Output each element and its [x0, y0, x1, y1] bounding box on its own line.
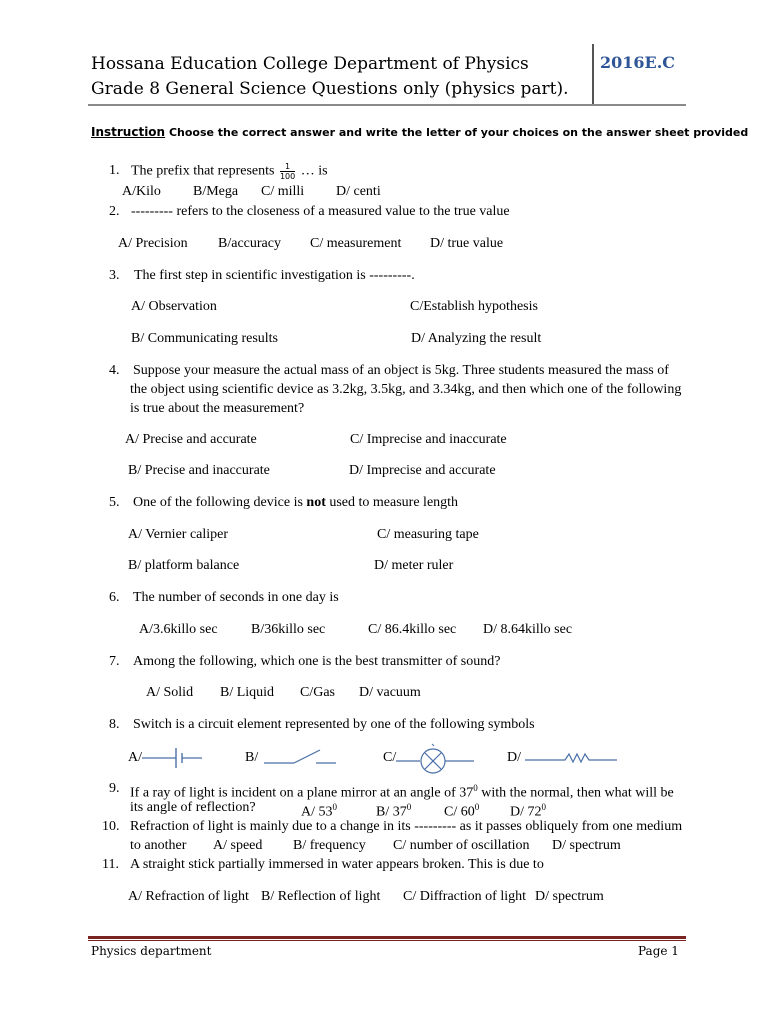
option: B/ platform balance	[128, 558, 240, 573]
instruction-text: Choose the correct answer and write the letter of your choices on the answer sheet provided	[165, 126, 749, 139]
option: A/ Vernier caliper	[128, 527, 229, 542]
question-text-line: to another	[130, 838, 187, 853]
option: A/Kilo	[122, 184, 161, 199]
question-text-line: Suppose your measure the actual mass of an object is 5kg. Three students measured the mass of	[133, 363, 669, 378]
option: D/ centi	[336, 184, 381, 199]
question-number: 4.	[109, 363, 120, 378]
option: D/ spectrum	[552, 838, 621, 853]
option: C/ measuring tape	[377, 527, 479, 542]
footer-divider	[88, 936, 686, 939]
question-number: 10.	[102, 819, 120, 834]
option: A/ Observation	[131, 299, 217, 314]
footer-department: Physics department	[91, 944, 212, 958]
lamp-symbol	[396, 742, 476, 776]
question-text-line: Refraction of light is mainly due to a change in its --------- as it passes obliquely from one medium	[130, 819, 683, 834]
question-text: Among the following, which one is the best transmitter of sound?	[133, 654, 501, 669]
question-text-line: the object using scientific device as 3.2kg, 3.5kg, and 3.34kg, and then which one of the following	[130, 382, 682, 397]
option: B/ frequency	[293, 838, 366, 853]
resistor-symbol	[525, 748, 619, 764]
option: A/3.6killo sec	[139, 622, 218, 637]
footer-page-number: Page 1	[638, 944, 679, 958]
option: D/ spectrum	[535, 889, 604, 904]
option: C/ 86.4killo sec	[368, 622, 457, 637]
option: D/ Imprecise and accurate	[349, 463, 496, 478]
option: A/ Precision	[118, 236, 188, 251]
option: D/ Analyzing the result	[411, 331, 542, 346]
option: B/ Reflection of light	[261, 889, 381, 904]
option: C/ Imprecise and inaccurate	[350, 432, 507, 447]
header-year: 2016E.C	[600, 53, 676, 72]
question-text: --------- refers to the closeness of a measured value to the true value	[131, 204, 510, 219]
question-number: 7.	[109, 654, 120, 669]
question-number: 6.	[109, 590, 120, 605]
question-number: 8.	[109, 717, 120, 732]
header-divider-vertical	[592, 44, 594, 104]
instruction	[91, 125, 748, 139]
question-text: One of the following device is not used to measure length	[133, 495, 459, 510]
option: C/Gas	[300, 685, 335, 700]
question-number: 1.	[109, 163, 120, 178]
question-text: The number of seconds in one day is	[133, 590, 339, 605]
instruction-label: Instruction	[91, 125, 166, 139]
option: A/ Solid	[146, 685, 194, 700]
option: C/ Diffraction of light	[403, 889, 526, 904]
question-number: 5.	[109, 495, 120, 510]
option: B/36killo sec	[251, 622, 326, 637]
footer-divider-thin	[88, 940, 686, 941]
option: C/ measurement	[310, 236, 402, 251]
option: D/ meter ruler	[374, 558, 454, 573]
option: D/	[507, 750, 521, 765]
option: D/ 8.64killo sec	[483, 622, 573, 637]
option: A/ Precise and accurate	[125, 432, 257, 447]
option: A/ speed	[213, 838, 263, 853]
fraction: $\frac{1}{100}$	[279, 162, 296, 181]
question-text: The prefix that represents $\frac{1}{100}$ … is	[131, 162, 328, 181]
question-number: 2.	[109, 204, 120, 219]
option: C/	[383, 750, 397, 765]
option: B/Mega	[193, 184, 239, 199]
question-number: 3.	[109, 268, 120, 283]
option: B/ Liquid	[220, 685, 275, 700]
header-divider	[88, 104, 686, 106]
question-text-line: is true about the measurement?	[130, 401, 305, 416]
option: B/ Precise and inaccurate	[128, 463, 270, 478]
battery-cell-symbol	[142, 744, 204, 770]
option: C/ number of oscillation	[393, 838, 530, 853]
option: D/ vacuum	[359, 685, 421, 700]
option: B/ Communicating results	[131, 331, 278, 346]
question-text-line: its angle of reflection?	[130, 800, 256, 815]
question-number: 9.	[109, 781, 120, 796]
option: D/ $72^0$	[510, 802, 546, 820]
question-text: The first step in scientific investigation is ---------.	[134, 268, 415, 283]
option: A/ $53^0$	[301, 802, 337, 820]
option: C/ milli	[261, 184, 305, 199]
question-text: Switch is a circuit element represented by one of the following symbols	[133, 717, 535, 732]
option: B/	[245, 750, 259, 765]
option: B/accuracy	[218, 236, 281, 251]
option: B/ $37^0$	[376, 802, 412, 820]
question-text-line: If a ray of light is incident on a plane mirror at an angle of $37^0$ with the normal, then what will be	[130, 783, 674, 801]
option: A/ Refraction of light	[128, 889, 249, 904]
option: D/ true value	[430, 236, 504, 251]
header-title-line1: Hossana Education College Department of Physics	[91, 54, 529, 74]
switch-symbol	[264, 744, 338, 768]
option: A/	[128, 750, 142, 765]
header-title-line2: Grade 8 General Science Questions only (physics part).	[91, 79, 569, 99]
question-number: 11.	[102, 857, 119, 872]
question-text: A straight stick partially immersed in water appears broken. This is due to	[130, 857, 544, 872]
option: C/ $60^0$	[444, 802, 480, 820]
option: C/Establish hypothesis	[410, 299, 538, 314]
